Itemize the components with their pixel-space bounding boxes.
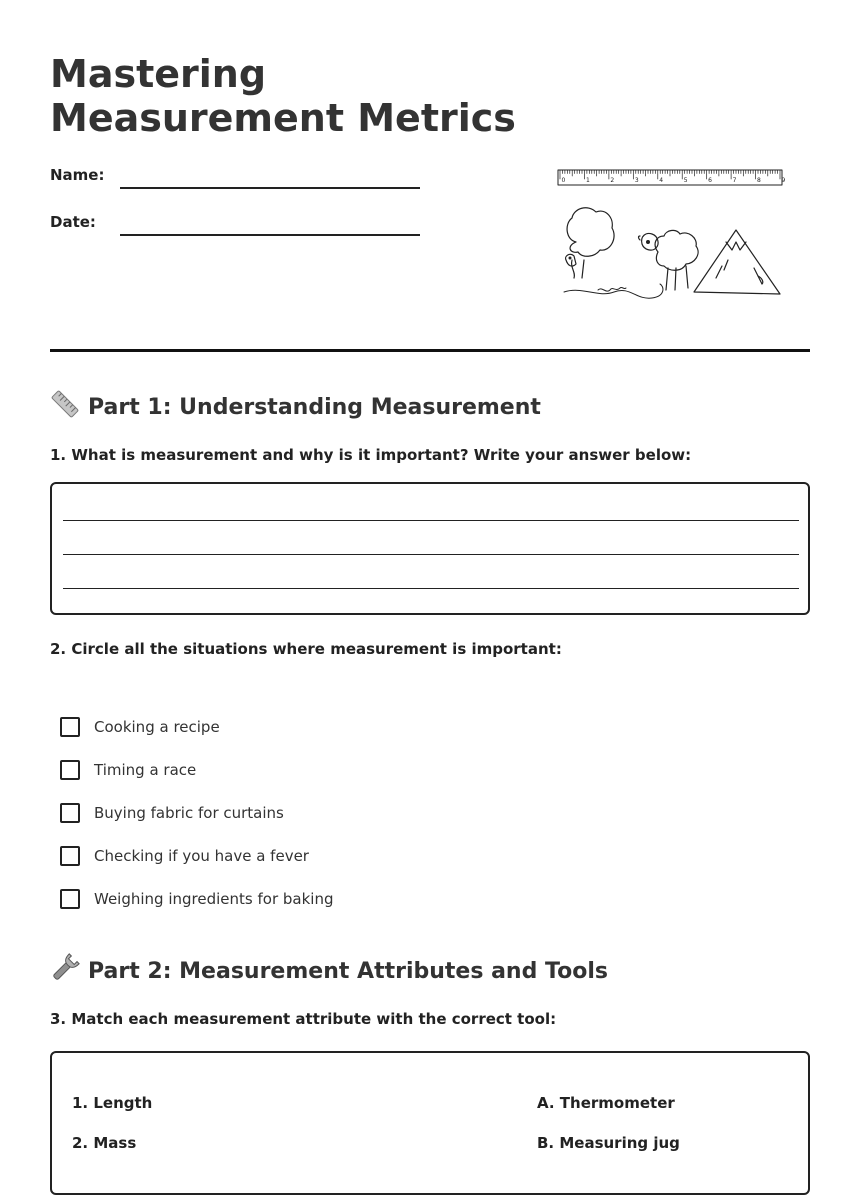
situation-checkbox[interactable] [60, 803, 80, 823]
date-label: Date: [50, 213, 96, 231]
part1-heading [50, 389, 541, 425]
ruler-number: 7 [732, 177, 737, 184]
situation-label: Weighing ingredients for baking [94, 889, 334, 908]
list-item [60, 705, 333, 748]
answer-box[interactable] [50, 482, 810, 615]
wrench-icon [50, 953, 80, 989]
ruler-number: 6 [708, 177, 712, 184]
ruler-number: 0 [561, 177, 566, 184]
list-item [60, 877, 333, 920]
ruler-number: 9 [781, 177, 786, 184]
answer-line[interactable] [63, 588, 799, 589]
situation-checkbox[interactable] [60, 760, 80, 780]
situations-list [60, 705, 333, 920]
ruler-number: 8 [757, 177, 761, 184]
ruler-number: 3 [634, 177, 639, 184]
list-item [60, 834, 333, 877]
part1-heading-text: Part 1: Understanding Measurement [88, 394, 541, 420]
title-line-2: Measurement Metrics [50, 96, 516, 140]
tool-item: B. Measuring jug [537, 1134, 680, 1152]
ruler-number: 5 [683, 177, 688, 184]
question-1: 1. What is measurement and why is it important? Write your answer below: [50, 446, 692, 464]
question-2: 2. Circle all the situations where measurement is important: [50, 640, 562, 658]
title-line-1: Mastering [50, 52, 267, 96]
list-item [60, 791, 333, 834]
list-item [60, 748, 333, 791]
sheep-left-drawing [566, 208, 614, 278]
name-field[interactable] [120, 187, 420, 189]
situation-checkbox[interactable] [60, 717, 80, 737]
ruler-icon [50, 389, 80, 425]
answer-line[interactable] [63, 554, 799, 555]
worksheet-title [50, 52, 516, 140]
part2-heading-text: Part 2: Measurement Attributes and Tools [88, 958, 608, 984]
tool-item: A. Thermometer [537, 1094, 675, 1112]
attribute-item: 2. Mass [72, 1134, 137, 1152]
date-field[interactable] [120, 234, 420, 236]
answer-line[interactable] [63, 520, 799, 521]
situation-label: Cooking a recipe [94, 717, 220, 736]
ruler-number: 4 [659, 177, 664, 184]
situation-label: Buying fabric for curtains [94, 803, 284, 822]
mountain-drawing [694, 230, 780, 294]
measurement-illustration [552, 160, 792, 310]
ruler-number: 1 [585, 177, 590, 184]
situation-checkbox[interactable] [60, 889, 80, 909]
situation-label: Timing a race [94, 760, 197, 779]
situation-label: Checking if you have a fever [94, 846, 309, 865]
sheep-right-drawing [639, 230, 699, 290]
part2-heading [50, 953, 608, 989]
situation-checkbox[interactable] [60, 846, 80, 866]
matching-box [50, 1051, 810, 1195]
attribute-item: 1. Length [72, 1094, 153, 1112]
name-label: Name: [50, 166, 105, 184]
ruler-drawing [558, 170, 786, 185]
measuring-tape-drawing [564, 284, 663, 298]
header-divider [50, 349, 810, 352]
ruler-number: 2 [610, 177, 615, 184]
question-3: 3. Match each measurement attribute with the correct tool: [50, 1010, 557, 1028]
